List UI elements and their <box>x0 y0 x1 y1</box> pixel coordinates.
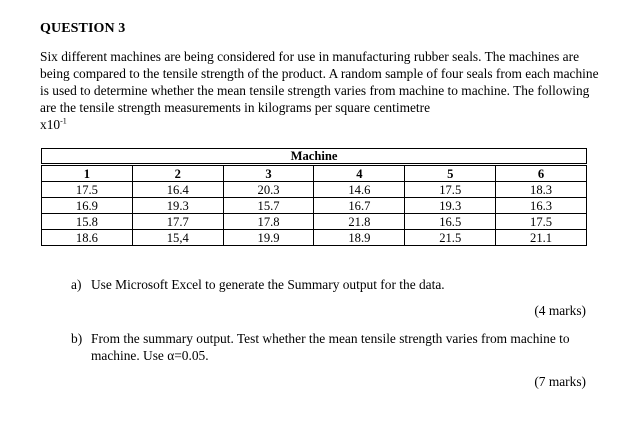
table-cell: 15.7 <box>223 198 314 214</box>
machine-col-5: 5 <box>405 165 496 182</box>
part-b-marks: (7 marks) <box>534 374 586 389</box>
table-cell: 16.3 <box>496 198 587 214</box>
table-cell: 18.3 <box>496 182 587 198</box>
part-b-label: b) <box>71 331 83 346</box>
machine-col-2: 2 <box>132 165 223 182</box>
machine-col-3: 3 <box>223 165 314 182</box>
tensile-strength-table <box>41 148 587 246</box>
table-row <box>42 198 587 214</box>
table-row <box>42 214 587 230</box>
table-cell: 21.8 <box>314 214 405 230</box>
table-cell: 15,4 <box>132 230 223 246</box>
table-cell: 16.4 <box>132 182 223 198</box>
table-cell: 17.7 <box>132 214 223 230</box>
question-title: QUESTION 3 <box>40 21 126 36</box>
table-cell: 19.3 <box>405 198 496 214</box>
table-cell: 17.5 <box>496 214 587 230</box>
part-b-text: From the summary output. Test whether the mean tensile strength varies from machine to machine. Use α=0.05. <box>91 331 570 363</box>
machine-col-6: 6 <box>496 165 587 182</box>
table-row <box>42 182 587 198</box>
intro-text: Six different machines are being considered for use in manufacturing rubber seals. The machines are being compared to the tensile strength of the product. A random sample of four seals from each machine is used to determine whether the mean tensile strength varies from machine to machine. The following are the tensile strength measurements in kilograms per square centimetre <box>40 49 599 115</box>
table-cell: 20.3 <box>223 182 314 198</box>
table-cell: 18.9 <box>314 230 405 246</box>
unit-base: x10 <box>40 117 61 132</box>
machine-col-1: 1 <box>42 165 133 182</box>
table-cell: 16.5 <box>405 214 496 230</box>
machine-number-row <box>42 165 587 182</box>
unit-exponent: -1 <box>60 116 67 126</box>
machine-col-4: 4 <box>314 165 405 182</box>
table-cell: 16.9 <box>42 198 133 214</box>
table-cell: 17.8 <box>223 214 314 230</box>
question-intro <box>40 48 600 133</box>
table-cell: 16.7 <box>314 198 405 214</box>
table-cell: 15.8 <box>42 214 133 230</box>
machine-header: Machine <box>42 149 587 165</box>
table-cell: 17.5 <box>405 182 496 198</box>
table-cell: 19.9 <box>223 230 314 246</box>
part-a-text: Use Microsoft Excel to generate the Summary output for the data. <box>91 277 445 292</box>
table-cell: 17.5 <box>42 182 133 198</box>
table-cell: 19.3 <box>132 198 223 214</box>
table-cell: 14.6 <box>314 182 405 198</box>
table-cell: 21.5 <box>405 230 496 246</box>
part-a-marks: (4 marks) <box>534 303 586 318</box>
table-cell: 21.1 <box>496 230 587 246</box>
table-cell: 18.6 <box>42 230 133 246</box>
table-row <box>42 230 587 246</box>
part-a-label: a) <box>71 277 82 292</box>
